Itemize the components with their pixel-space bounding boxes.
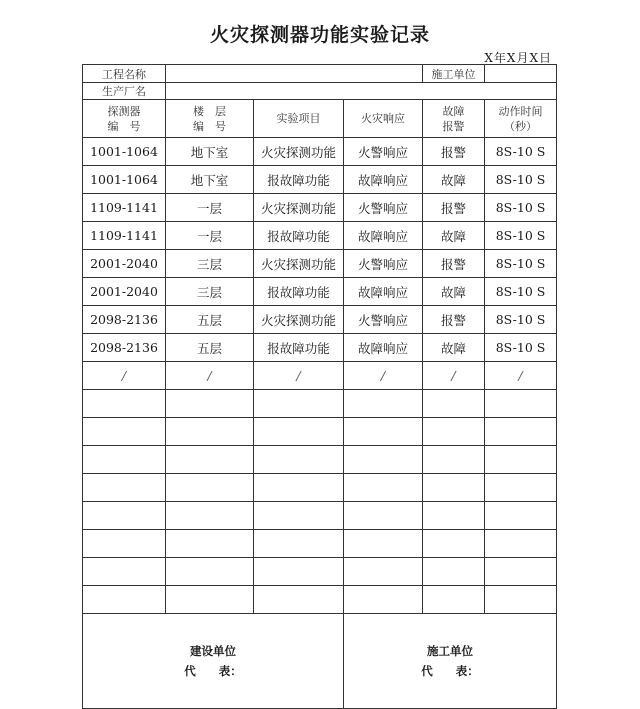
slash-cell: /: [83, 362, 166, 390]
empty-cell[interactable]: [423, 418, 485, 446]
column-header: [344, 100, 423, 138]
empty-cell[interactable]: [83, 558, 166, 586]
table-cell: 火灾探测功能: [254, 306, 344, 334]
empty-cell[interactable]: [423, 558, 485, 586]
table-cell: 地下室: [166, 138, 254, 166]
empty-cell[interactable]: [344, 418, 423, 446]
empty-cell[interactable]: [166, 586, 254, 614]
table-cell: 8S-10 S: [485, 166, 557, 194]
empty-cell[interactable]: [423, 446, 485, 474]
project-name-label: 工程名称: [83, 65, 166, 83]
table-row: [83, 194, 557, 222]
table-cell: 火警响应: [344, 306, 423, 334]
contractor-rep-label: 代 表：: [421, 664, 479, 678]
table-cell: 2001-2040: [83, 250, 166, 278]
table-cell: 地下室: [166, 166, 254, 194]
table-cell: 报警: [423, 306, 485, 334]
empty-cell[interactable]: [166, 558, 254, 586]
table-row: [83, 166, 557, 194]
empty-cell[interactable]: [423, 390, 485, 418]
column-header-line: 编 号: [107, 119, 141, 133]
table-cell: 三层: [166, 250, 254, 278]
table-cell: 1109-1141: [83, 222, 166, 250]
construction-unit-field[interactable]: [485, 65, 557, 83]
empty-cell[interactable]: [254, 474, 344, 502]
table-cell: 报故障功能: [254, 166, 344, 194]
table-row: [83, 278, 557, 306]
project-name-field[interactable]: [166, 65, 423, 83]
table-cell: 故障: [423, 166, 485, 194]
data-rows: [83, 138, 557, 614]
table-cell: 三层: [166, 278, 254, 306]
empty-cell[interactable]: [83, 530, 166, 558]
contractor-unit-label: 施工单位: [427, 644, 473, 658]
table-cell: 故障响应: [344, 222, 423, 250]
table-cell: 1001-1064: [83, 138, 166, 166]
slash-cell: /: [423, 362, 485, 390]
empty-cell[interactable]: [254, 558, 344, 586]
empty-cell[interactable]: [254, 586, 344, 614]
column-header-line: 报警: [442, 119, 465, 133]
column-header-line: 故障: [442, 104, 465, 118]
empty-cell[interactable]: [344, 530, 423, 558]
table-cell: 报故障功能: [254, 278, 344, 306]
column-header-line: 动作时间: [498, 104, 543, 118]
empty-cell[interactable]: [485, 558, 557, 586]
slash-row: [83, 362, 557, 390]
table-cell: 故障: [423, 222, 485, 250]
empty-cell[interactable]: [344, 502, 423, 530]
table-cell: 火警响应: [344, 194, 423, 222]
table-cell: 故障响应: [344, 278, 423, 306]
empty-cell[interactable]: [423, 530, 485, 558]
table-cell: 报故障功能: [254, 334, 344, 362]
slash-cell: /: [166, 362, 254, 390]
column-header-line: 探测器: [107, 104, 141, 118]
table-cell: 8S-10 S: [485, 278, 557, 306]
empty-cell[interactable]: [344, 390, 423, 418]
table-cell: 一层: [166, 222, 254, 250]
document-title: 火灾探测器功能实验记录: [209, 24, 430, 46]
table-cell: 2098-2136: [83, 306, 166, 334]
empty-cell[interactable]: [485, 418, 557, 446]
slash-cell: /: [344, 362, 423, 390]
empty-cell[interactable]: [83, 418, 166, 446]
empty-row: [83, 558, 557, 586]
table-cell: 故障: [423, 334, 485, 362]
table-cell: 火灾探测功能: [254, 194, 344, 222]
column-header-line: 编 号: [193, 119, 226, 133]
column-header-line: 实验项目: [276, 112, 321, 125]
table-row: [83, 334, 557, 362]
table-cell: 故障: [423, 278, 485, 306]
empty-cell[interactable]: [166, 418, 254, 446]
empty-row: [83, 502, 557, 530]
table-cell: 报警: [423, 194, 485, 222]
table-cell: 2001-2040: [83, 278, 166, 306]
table-cell: 五层: [166, 306, 254, 334]
empty-row: [83, 530, 557, 558]
column-header-line: 楼 层: [193, 104, 226, 118]
empty-cell[interactable]: [485, 390, 557, 418]
table-cell: 8S-10 S: [485, 250, 557, 278]
empty-cell[interactable]: [254, 502, 344, 530]
empty-cell[interactable]: [166, 474, 254, 502]
owner-signature-cell[interactable]: [83, 614, 344, 709]
empty-cell[interactable]: [83, 502, 166, 530]
column-header-line: 火灾响应: [361, 112, 405, 125]
column-header-line: （秒）: [504, 119, 538, 133]
table-cell: 1109-1141: [83, 194, 166, 222]
empty-cell[interactable]: [83, 446, 166, 474]
empty-cell[interactable]: [423, 502, 485, 530]
table-cell: 8S-10 S: [485, 334, 557, 362]
table-cell: 8S-10 S: [485, 194, 557, 222]
column-header: [166, 100, 254, 138]
empty-cell[interactable]: [344, 446, 423, 474]
empty-cell[interactable]: [254, 418, 344, 446]
column-header: [423, 100, 485, 138]
table-cell: 报警: [423, 138, 485, 166]
empty-row: [83, 418, 557, 446]
empty-cell[interactable]: [344, 586, 423, 614]
table-cell: 1001-1064: [83, 166, 166, 194]
table-cell: 故障响应: [344, 334, 423, 362]
empty-row: [83, 474, 557, 502]
table-cell: 五层: [166, 334, 254, 362]
empty-cell[interactable]: [83, 586, 166, 614]
column-header: [83, 100, 166, 138]
empty-cell[interactable]: [423, 586, 485, 614]
empty-cell[interactable]: [344, 474, 423, 502]
empty-cell[interactable]: [166, 446, 254, 474]
table-cell: 火灾探测功能: [254, 138, 344, 166]
empty-cell[interactable]: [485, 446, 557, 474]
empty-cell[interactable]: [485, 502, 557, 530]
empty-cell[interactable]: [344, 558, 423, 586]
empty-cell[interactable]: [485, 530, 557, 558]
project-row: [83, 65, 557, 83]
empty-cell[interactable]: [485, 474, 557, 502]
empty-cell[interactable]: [254, 530, 344, 558]
empty-cell[interactable]: [254, 446, 344, 474]
empty-row: [83, 446, 557, 474]
manufacturer-field[interactable]: [166, 83, 557, 100]
construction-unit-label: 施工单位: [423, 65, 485, 83]
empty-cell[interactable]: [485, 586, 557, 614]
table-cell: 8S-10 S: [485, 222, 557, 250]
table-row: [83, 250, 557, 278]
table-cell: 故障响应: [344, 166, 423, 194]
contractor-signature-cell[interactable]: [344, 614, 557, 709]
table-cell: 8S-10 S: [485, 138, 557, 166]
empty-cell[interactable]: [166, 530, 254, 558]
empty-row: [83, 586, 557, 614]
record-date: X年X月X日: [484, 51, 552, 65]
table-cell: 8S-10 S: [485, 306, 557, 334]
table-cell: 火警响应: [344, 250, 423, 278]
table-cell: 火警响应: [344, 138, 423, 166]
record-table: [82, 64, 557, 709]
column-header: [485, 100, 557, 138]
empty-cell[interactable]: [423, 474, 485, 502]
column-header-row: [83, 100, 557, 138]
empty-cell[interactable]: [254, 390, 344, 418]
manufacturer-label: 生产厂名: [83, 83, 166, 100]
manufacturer-row: [83, 83, 557, 100]
table-cell: 火灾探测功能: [254, 250, 344, 278]
empty-cell[interactable]: [83, 474, 166, 502]
empty-cell[interactable]: [83, 390, 166, 418]
table-row: [83, 138, 557, 166]
slash-cell: /: [254, 362, 344, 390]
table-cell: 2098-2136: [83, 334, 166, 362]
owner-unit-label: 建设单位: [190, 644, 236, 658]
table-row: [83, 222, 557, 250]
column-header: [254, 100, 344, 138]
table-row: [83, 306, 557, 334]
signature-row: [83, 614, 557, 709]
empty-cell[interactable]: [166, 390, 254, 418]
table-cell: 报警: [423, 250, 485, 278]
table-cell: 一层: [166, 194, 254, 222]
empty-row: [83, 390, 557, 418]
empty-cell[interactable]: [166, 502, 254, 530]
table-cell: 报故障功能: [254, 222, 344, 250]
slash-cell: /: [485, 362, 557, 390]
owner-rep-label: 代 表：: [184, 664, 242, 678]
